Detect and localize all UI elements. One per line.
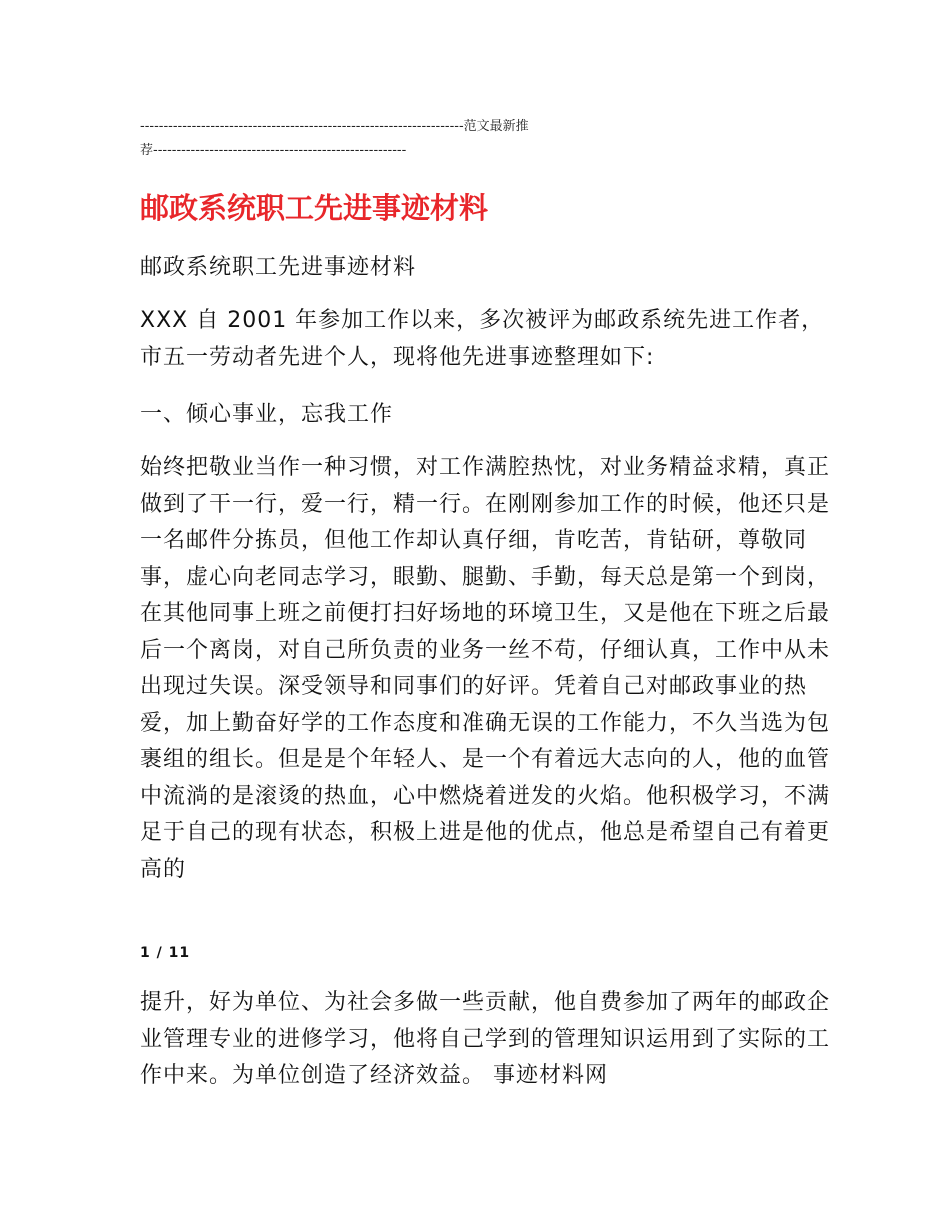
header-banner-line-1: ---------------------------------------------------------------------范文最新推 [140,119,529,134]
intro-paragraph: XXX 自 2001 年参加工作以来，多次被评为邮政系统先进工作者，市五一劳动者先进个人，现将他先进事迹整理如下: [140,308,825,370]
body-paragraph-2: 提升，好为单位、为社会多做一些贡献，他自费参加了两年的邮政企业管理专业的进修学习，他将自己学到的管理知识运用到了实际的工作中来。为单位创造了经济效益。 事迹材料网 [140,990,831,1088]
header-banner-line-2: 荐------------------------------------------------------ [140,143,407,158]
body-paragraph-1: 始终把敬业当作一种习惯，对工作满腔热忱，对业务精益求精，真正做到了干一行，爱一行，精一行。在刚刚参加工作的时候，他还只是一名邮件分拣员，但他工作却认真仔细，肯吃苦，肯钻研，尊敬同事，虚心向老同志学习，眼勤、腿勤、手勤，每天总是第一个到岗，在其他同事上班之前便打扫好场地的环境卫生，又是他在下班之后最后一个离岗，对自己所负责的业务一丝不苟，仔细认真，工作中从未出现过失误。深受领导和同事们的好评。凭着自己对邮政事业的热爱，加上勤奋好学的工作态度和准确无误的工作能力，不久当选为包裹组的组长。但是是个年轻人、是一个有着远大志向的人，他的血管中流淌的是滚烫的热血，心中燃烧着迸发的火焰。他积极学习，不满足于自己的现有状态，积极上进是他的优点，他总是希望自己有着更高的 [140,455,831,882]
document-title: 邮政系统职工先进事迹材料 [140,191,489,225]
document-subtitle: 邮政系统职工先进事迹材料 [140,255,417,280]
page-number: 1 / 11 [140,945,191,961]
section-heading: 一、倾心事业，忘我工作 [140,402,394,427]
